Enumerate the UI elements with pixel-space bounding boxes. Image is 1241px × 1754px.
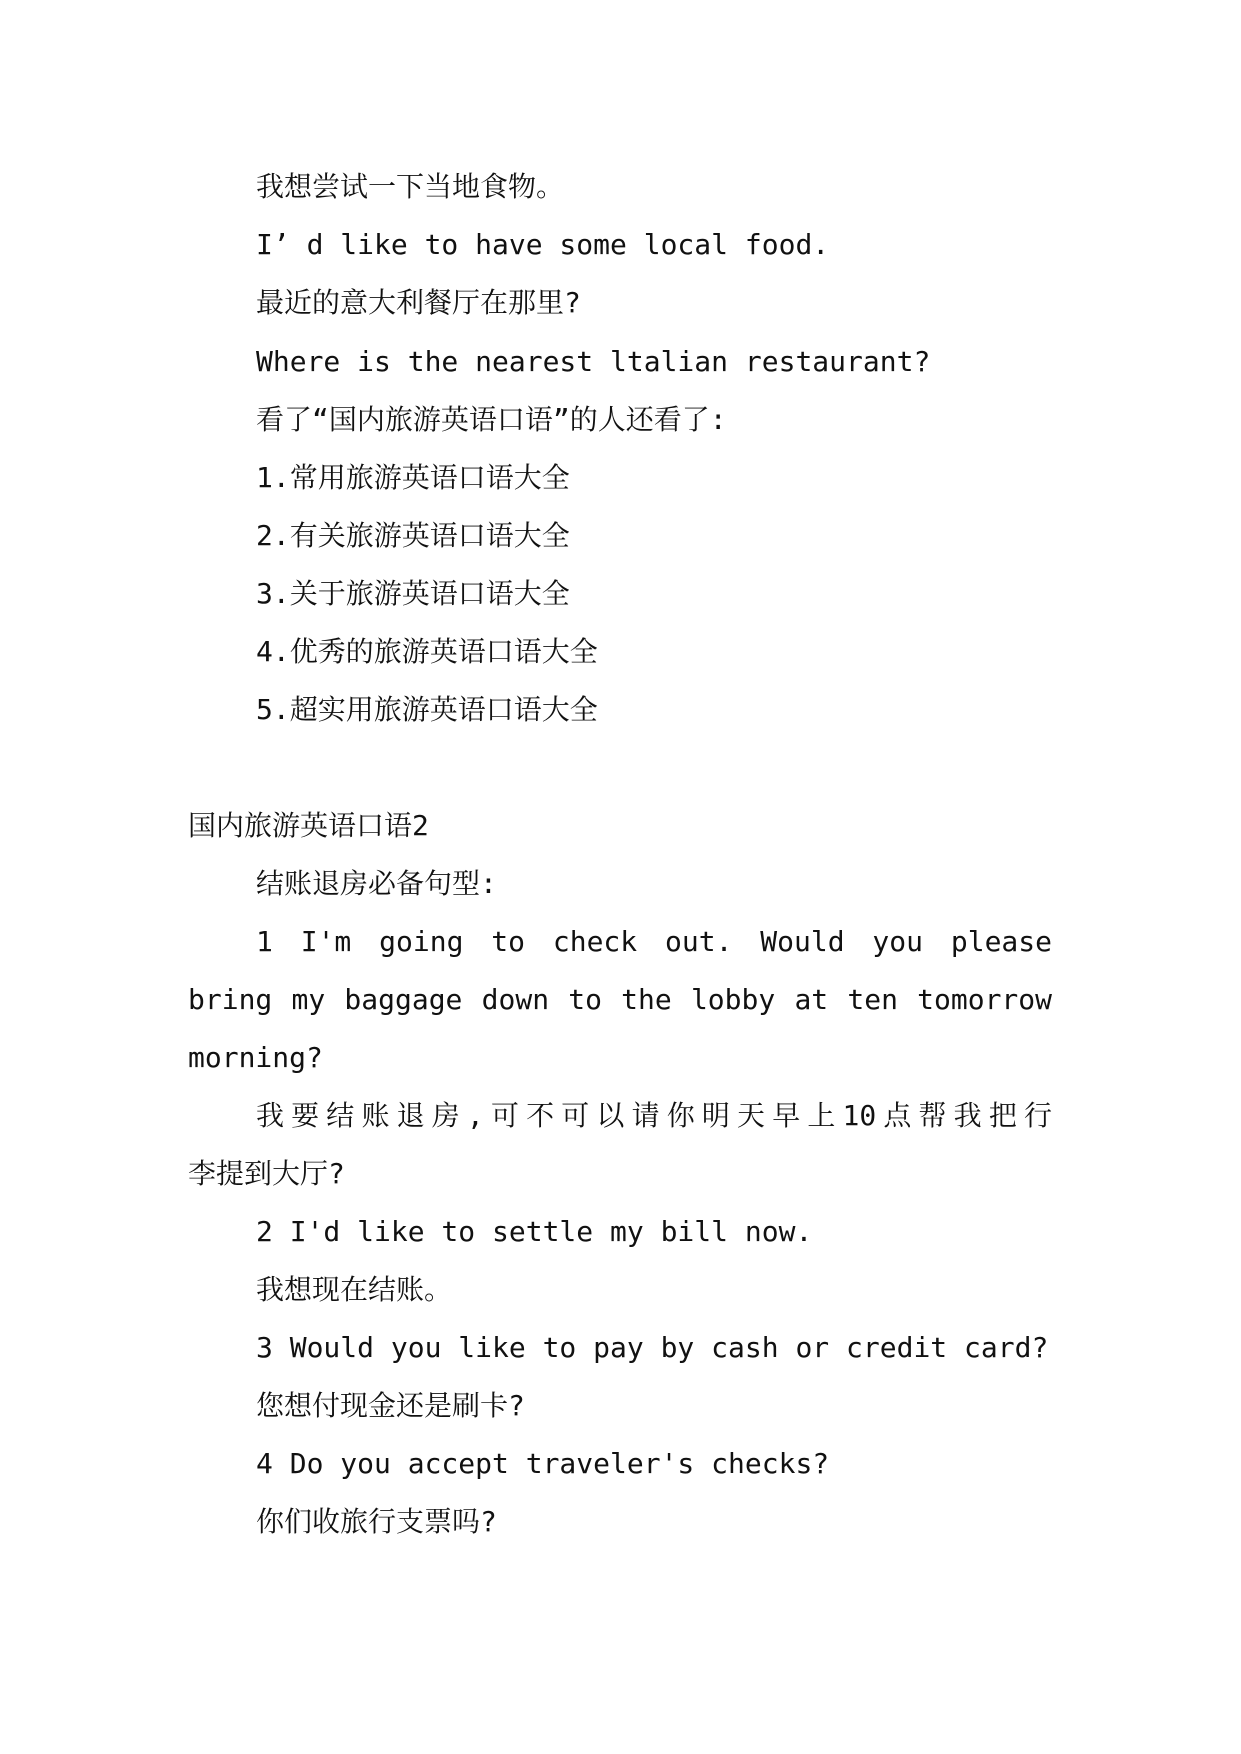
text-line: 最近的意大利餐厅在那里? xyxy=(256,286,581,319)
text-line: 2 I'd like to settle my bill now. xyxy=(256,1215,813,1248)
text-line: 1 I'm going to check out. Would you please xyxy=(256,925,1052,958)
list-item: 5.超实用旅游英语口语大全 xyxy=(256,693,598,726)
text-line: 我想现在结账。 xyxy=(256,1273,453,1306)
text-line: 李提到大厅? xyxy=(188,1157,345,1190)
text-line: morning? xyxy=(188,1041,323,1074)
text-line: 您想付现金还是刷卡? xyxy=(256,1389,525,1422)
text-line: 你们收旅行支票吗? xyxy=(256,1505,497,1538)
text-line: I’ d like to have some local food. xyxy=(256,228,830,261)
text-line: Where is the nearest ltalian restaurant? xyxy=(256,345,931,378)
text-line: 结账退房必备句型: xyxy=(256,867,497,900)
list-item: 1.常用旅游英语口语大全 xyxy=(256,461,570,494)
text-line: 3 Would you like to pay by cash or credit card? xyxy=(256,1331,1049,1364)
text-line: 4 Do you accept traveler's checks? xyxy=(256,1447,830,1480)
list-item: 4.优秀的旅游英语口语大全 xyxy=(256,635,598,668)
list-item: 3.关于旅游英语口语大全 xyxy=(256,577,570,610)
text-line: bring my baggage down to the lobby at ten tomorrow xyxy=(188,983,1052,1016)
text-line: 我要结账退房,可不可以请你明天早上10点帮我把行 xyxy=(256,1099,1052,1132)
section-heading: 国内旅游英语口语2 xyxy=(188,809,429,842)
list-item: 2.有关旅游英语口语大全 xyxy=(256,519,570,552)
text-line: 我想尝试一下当地食物。 xyxy=(256,170,565,203)
text-line: 看了“国内旅游英语口语”的人还看了: xyxy=(256,403,727,436)
